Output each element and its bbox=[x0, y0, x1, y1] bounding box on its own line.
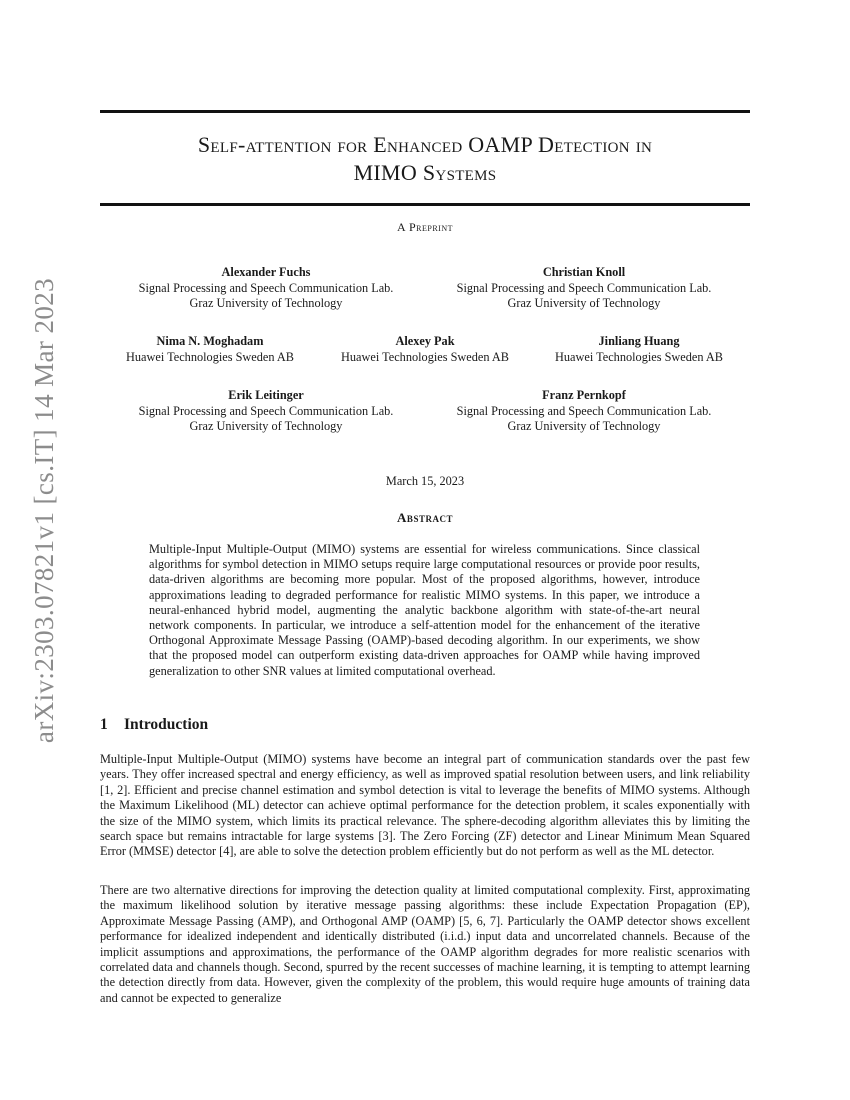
author-block bbox=[434, 265, 734, 312]
abstract-text: Multiple-Input Multiple-Output (MIMO) systems are essential for wireless communications. Since classical algorithms for symbol detection in MIMO setups require large computational resources or provide poor results, data-driven algorithms are becoming more popular. Most of the proposed algorithms, however, introduce approximations leading to degraded performance for realistic MIMO systems. In this paper, we introduce a neural-enhanced hybrid model, augmenting the analytic backbone algorithm with state-of-the-art neural network components. In particular, we introduce a self-attention model for the enhancement of the iterative Orthogonal Approximate Message Passing (OAMP)-based decoding algorithm. In our experiments, we show that the proposed model can outperform existing data-driven approaches for OAMP while having improved generalization to other SNR values at limited computational overhead. bbox=[149, 542, 700, 678]
author-affiliation: Signal Processing and Speech Communication Lab. bbox=[456, 280, 712, 295]
author-name: Nima N. Moghadam bbox=[156, 334, 264, 348]
section-heading bbox=[100, 716, 208, 734]
author-name: Jinliang Huang bbox=[598, 334, 680, 348]
author-block bbox=[539, 334, 739, 365]
abstract-heading: Abstract bbox=[397, 510, 453, 525]
section-title: Introduction bbox=[124, 716, 209, 733]
preprint-label: A Preprint bbox=[396, 220, 453, 234]
intro-paragraph-1: Multiple-Input Multiple-Output (MIMO) systems have become an integral part of communication standards over the past few years. They offer increased spectral and energy efficiency, as well as improved spatial resolution between users, and link reliability [1, 2]. Efficient and precise channel estimation and symbol detection is vital to leverage the benefits of MIMO systems. Although the Maximum Likelihood (ML) detector can achieve optimal performance for the detection problem, it scales exponentially with the size of the MIMO system, which limits its practical relevance. The sphere-decoding algorithm alleviates this by limiting the search space but remains intractable for large systems [3]. The Zero Forcing (ZF) detector and Linear Minimum Mean Squared Error (MMSE) detector [4], are able to solve the detection problem efficiently but do not perform as well as the ML detector. bbox=[100, 752, 750, 859]
author-block bbox=[434, 388, 734, 435]
author-block bbox=[116, 388, 416, 435]
author-block bbox=[116, 265, 416, 312]
author-affiliation: Signal Processing and Speech Communication Lab. bbox=[138, 403, 394, 418]
author-name: Alexey Pak bbox=[395, 334, 455, 348]
author-block bbox=[325, 334, 525, 365]
title-bottom-rule bbox=[100, 203, 750, 206]
title-line-1: Self-attention for Enhanced OAMP Detection in bbox=[197, 132, 653, 157]
author-institution: Graz University of Technology bbox=[507, 296, 661, 310]
arxiv-identifier-text: arXiv:2303.07821v1 [cs.IT] 14 Mar 2023 bbox=[29, 277, 60, 743]
paper-title bbox=[100, 131, 750, 187]
author-affiliation: Huawei Technologies Sweden AB bbox=[341, 349, 509, 364]
author-name: Christian Knoll bbox=[542, 265, 626, 279]
author-affiliation: Signal Processing and Speech Communication Lab. bbox=[138, 280, 394, 295]
title-line-2: MIMO Systems bbox=[353, 160, 497, 185]
author-name: Erik Leitinger bbox=[228, 388, 304, 402]
author-institution: Graz University of Technology bbox=[507, 419, 661, 433]
author-block bbox=[110, 334, 310, 365]
author-name: Franz Pernkopf bbox=[542, 388, 626, 402]
author-name: Alexander Fuchs bbox=[221, 265, 311, 279]
author-affiliation: Huawei Technologies Sweden AB bbox=[126, 349, 294, 364]
author-institution: Graz University of Technology bbox=[189, 296, 343, 310]
author-affiliation: Signal Processing and Speech Communication Lab. bbox=[456, 403, 712, 418]
arxiv-identifier bbox=[20, 270, 70, 750]
section-number: 1 bbox=[100, 716, 108, 733]
author-affiliation: Huawei Technologies Sweden AB bbox=[555, 349, 723, 364]
title-top-rule bbox=[100, 110, 750, 113]
publication-date: March 15, 2023 bbox=[385, 474, 465, 488]
intro-paragraph-2: There are two alternative directions for improving the detection quality at limited computational complexity. First, approximating the maximum likelihood solution by iterative message passing algorithms: these include Expectation Propagation (EP), Approximate Message Passing (AMP), and Orthogonal AMP (OAMP) [5, 6, 7]. Particularly the OAMP detector shows excellent performance for idealized independent and identically distributed (i.i.d.) input data and uncorrelated channels. Because of the implicit assumptions and approximations, the performance of the OAMP algorithm degrades for more realistic scenarios with correlated data and channels though. Second, spurred by the recent successes of machine learning, it is tempting to attempt learning the detection directly from data. However, given the complexity of the problem, this would require huge amounts of training data and cannot be expected to generalize bbox=[100, 883, 750, 1005]
author-institution: Graz University of Technology bbox=[189, 419, 343, 433]
